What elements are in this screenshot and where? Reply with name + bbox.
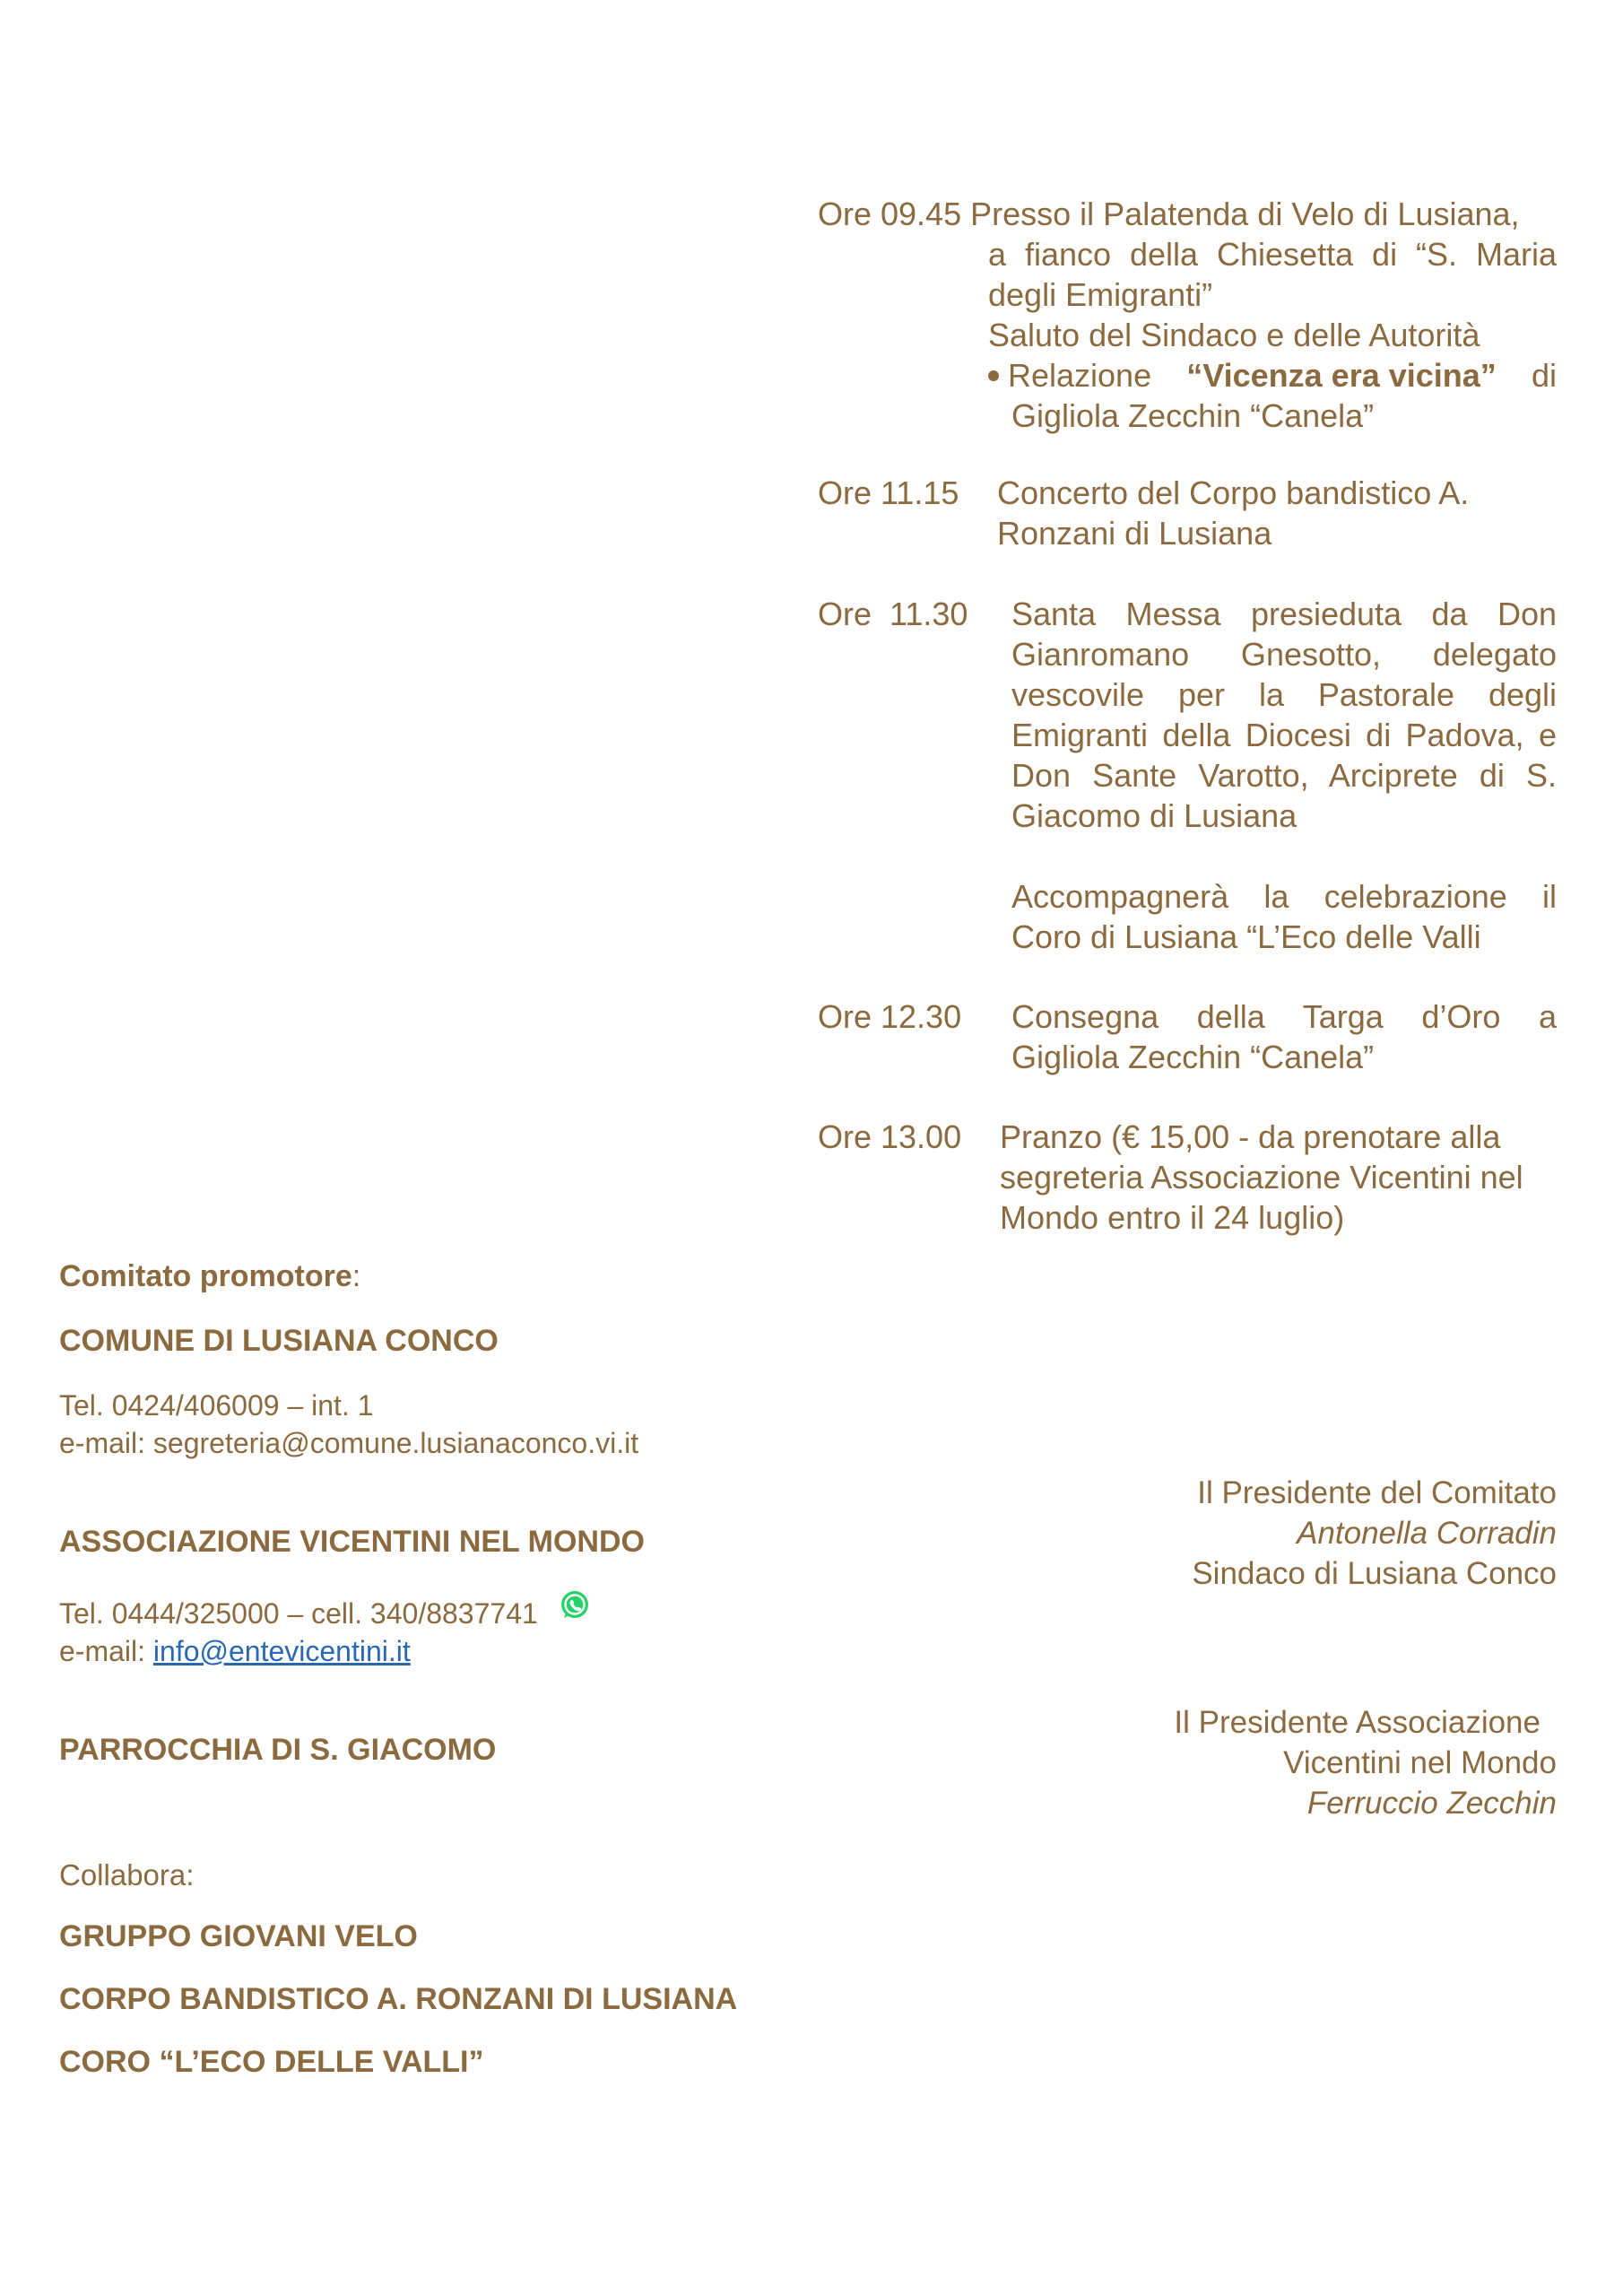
comune-name: COMUNE DI LUSIANA CONCO bbox=[59, 1324, 499, 1358]
text-line: Concerto del Corpo bandistico A. bbox=[997, 474, 1470, 511]
associazione-email-link[interactable]: info@entevicentini.it bbox=[152, 1635, 411, 1667]
collabora-item: CORO “L’ECO DELLE VALLI” bbox=[59, 2045, 484, 2079]
committee-label-text: Comitato promotore bbox=[59, 1259, 352, 1293]
signature-name: Ferruccio Zecchin bbox=[1306, 1786, 1557, 1821]
text-line: Gigliola Zecchin “Canela” bbox=[1011, 397, 1375, 434]
schedule-item-0945 bbox=[818, 194, 1562, 234]
schedule-time: Ore 12.30 bbox=[818, 998, 962, 1035]
bullet-title: “Vicenza era vicina” bbox=[1186, 357, 1497, 394]
text-line: Santa Messa presieduta da Don bbox=[1011, 596, 1557, 632]
signature-title: Sindaco di Lusiana Conco bbox=[1192, 1556, 1557, 1591]
schedule-item-1300-body bbox=[1000, 1117, 1574, 1238]
signature-role: Il Presidente del Comitato bbox=[1197, 1475, 1557, 1510]
committee-label-colon: : bbox=[352, 1259, 361, 1293]
schedule-heading: Presso il Palatenda di Velo di Lusiana, bbox=[970, 196, 1520, 232]
text-line: Don Sante Varotto, Arciprete di S. bbox=[1011, 757, 1557, 794]
associazione-tel-row bbox=[59, 1595, 591, 1632]
schedule-item-1115-body bbox=[997, 473, 1562, 553]
text-line: segreteria Associazione Vicentini nel bbox=[1000, 1159, 1523, 1196]
text-line: Consegna della Targa d’Oro a bbox=[1011, 998, 1557, 1035]
schedule-item-1230-body bbox=[1011, 996, 1557, 1077]
collabora-item: CORPO BANDISTICO A. RONZANI DI LUSIANA bbox=[59, 1982, 738, 2016]
associazione-email-row bbox=[59, 1632, 411, 1670]
text-line: Coro di Lusiana “L’Eco delle Valli bbox=[1011, 918, 1481, 955]
text-line: degli Emigranti” bbox=[988, 276, 1213, 313]
bullet-item bbox=[988, 355, 1557, 396]
bullet-pre: Relazione bbox=[1008, 357, 1152, 394]
schedule-time: Ore 13.00 bbox=[818, 1118, 962, 1155]
text-line: Gianromano Gnesotto, delegato bbox=[1011, 636, 1557, 673]
text-line: vescovile per la Pastorale degli bbox=[1011, 676, 1557, 713]
schedule-item-1130-body bbox=[1011, 594, 1557, 957]
associazione-email-label: e-mail: bbox=[59, 1635, 153, 1667]
committee-label bbox=[59, 1259, 360, 1294]
bullet-post: di bbox=[1531, 357, 1557, 394]
text-line: Ronzani di Lusiana bbox=[997, 515, 1272, 552]
collabora-label: Collabora: bbox=[59, 1858, 195, 1892]
schedule-time: Ore 11.15 bbox=[818, 474, 959, 511]
text-line: Giacomo di Lusiana bbox=[1011, 797, 1298, 834]
text-line: Pranzo (€ 15,00 - da prenotare alla bbox=[1000, 1118, 1501, 1155]
schedule-item-0945-body bbox=[988, 234, 1557, 436]
schedule-time: Ore 11.30 bbox=[818, 596, 968, 632]
bullet-icon bbox=[988, 370, 999, 381]
signature-block-comitato bbox=[929, 1473, 1557, 1594]
text-line: Emigranti della Diocesi di Padova, e bbox=[1011, 717, 1557, 753]
collabora-item: GRUPPO GIOVANI VELO bbox=[59, 1919, 418, 1953]
text-line: Saluto del Sindaco e delle Autorità bbox=[988, 317, 1480, 353]
associazione-tel: Tel. 0444/325000 – cell. 340/8837741 bbox=[59, 1597, 538, 1630]
comune-tel: Tel. 0424/406009 – int. 1 bbox=[59, 1389, 374, 1422]
comune-email: e-mail: segreteria@comune.lusianaconco.vi.it bbox=[59, 1427, 639, 1459]
schedule-time: Ore 09.45 bbox=[818, 196, 962, 232]
text-line: Mondo entro il 24 luglio) bbox=[1000, 1199, 1345, 1236]
signature-role: Il Presidente Associazione bbox=[1174, 1705, 1541, 1740]
signature-name: Antonella Corradin bbox=[1297, 1516, 1557, 1551]
associazione-name: ASSOCIAZIONE VICENTINI NEL MONDO bbox=[59, 1525, 645, 1559]
text-line: a fianco della Chiesetta di “S. Maria bbox=[988, 236, 1557, 273]
parrocchia-name: PARROCCHIA DI S. GIACOMO bbox=[59, 1733, 497, 1767]
signature-role-cont: Vicentini nel Mondo bbox=[1283, 1745, 1557, 1780]
text-line: Gigliola Zecchin “Canela” bbox=[1011, 1039, 1375, 1075]
signature-block-associazione bbox=[929, 1702, 1557, 1823]
whatsapp-icon[interactable] bbox=[559, 1589, 591, 1631]
text-line: Accompagnerà la celebrazione il bbox=[1011, 878, 1557, 915]
